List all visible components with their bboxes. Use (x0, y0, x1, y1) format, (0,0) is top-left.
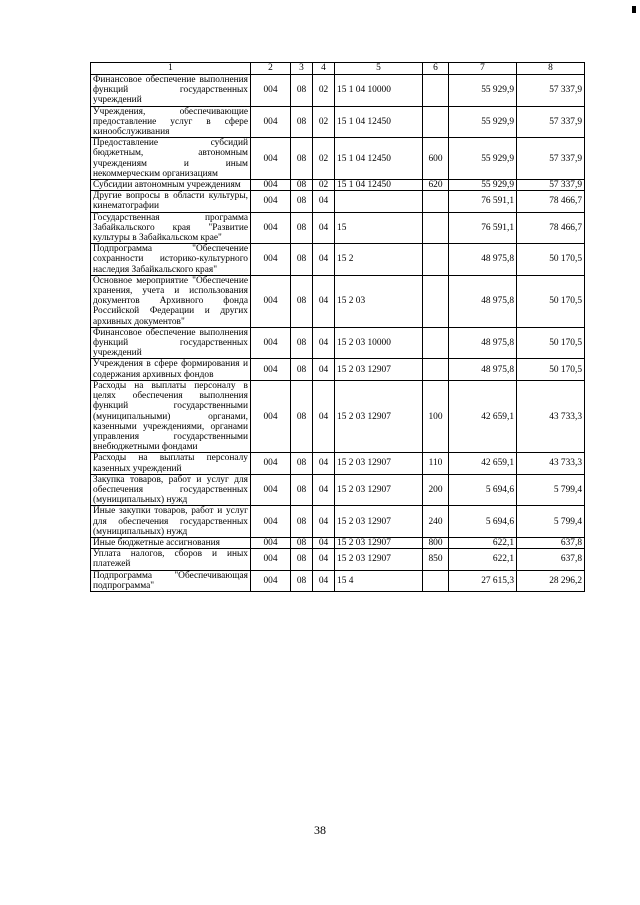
amount-year-1: 42 659,1 (449, 380, 517, 452)
target-article-code: 15 2 03 12907 (335, 359, 423, 380)
subsection-code: 02 (313, 138, 335, 180)
expense-type-code (423, 570, 449, 591)
amount-year-1: 48 975,8 (449, 359, 517, 380)
expense-type-code: 100 (423, 380, 449, 452)
subsection-code: 02 (313, 106, 335, 138)
header-row (91, 63, 585, 75)
amount-year-2: 57 337,9 (517, 75, 585, 107)
table-row (91, 327, 585, 359)
amount-year-2: 57 337,9 (517, 138, 585, 180)
expense-type-code: 110 (423, 453, 449, 474)
target-article-code: 15 1 04 12450 (335, 180, 423, 191)
subsection-code: 02 (313, 75, 335, 107)
target-article-code: 15 1 04 12450 (335, 106, 423, 138)
subsection-code: 04 (313, 191, 335, 212)
ministry-code: 004 (251, 138, 291, 180)
ministry-code: 004 (251, 106, 291, 138)
ministry-code: 004 (251, 212, 291, 244)
expense-type-code: 240 (423, 506, 449, 538)
item-name: Уплата налогов, сборов и иных платежей (91, 549, 251, 570)
budget-table (90, 62, 585, 592)
section-code: 08 (291, 453, 313, 474)
amount-year-2: 78 466,7 (517, 212, 585, 244)
table-row (91, 106, 585, 138)
item-name: Субсидии автономным учреждениям (91, 180, 251, 191)
page-number: 38 (314, 823, 326, 837)
expense-type-code (423, 359, 449, 380)
table-row (91, 474, 585, 506)
section-code: 08 (291, 106, 313, 138)
amount-year-2: 43 733,3 (517, 380, 585, 452)
ministry-code: 004 (251, 506, 291, 538)
table-row (91, 180, 585, 191)
subsection-code: 04 (313, 537, 335, 548)
target-article-code: 15 2 (335, 244, 423, 276)
ministry-code: 004 (251, 75, 291, 107)
item-name: Государственная программа Забайкальского края "Развитие культуры в Забайкальском крае" (91, 212, 251, 244)
amount-year-1: 27 615,3 (449, 570, 517, 591)
item-name: Учреждения в сфере формирования и содержания архивных фондов (91, 359, 251, 380)
expense-type-code (423, 191, 449, 212)
section-code: 08 (291, 212, 313, 244)
section-code: 08 (291, 570, 313, 591)
item-name: Иные бюджетные ассигнования (91, 537, 251, 548)
amount-year-2: 28 296,2 (517, 570, 585, 591)
ministry-code: 004 (251, 244, 291, 276)
column-header: 1 (91, 63, 251, 75)
section-code: 08 (291, 138, 313, 180)
amount-year-1: 48 975,8 (449, 275, 517, 327)
expense-type-code: 800 (423, 537, 449, 548)
ministry-code: 004 (251, 359, 291, 380)
amount-year-2: 5 799,4 (517, 474, 585, 506)
column-header: 8 (517, 63, 585, 75)
target-article-code: 15 2 03 10000 (335, 327, 423, 359)
section-code: 08 (291, 275, 313, 327)
table-row (91, 537, 585, 548)
amount-year-1: 622,1 (449, 549, 517, 570)
item-name: Иные закупки товаров, работ и услуг для обеспечения государственных (муниципальных) нужд (91, 506, 251, 538)
expense-type-code (423, 327, 449, 359)
amount-year-1: 55 929,9 (449, 75, 517, 107)
expense-type-code (423, 244, 449, 276)
section-code: 08 (291, 75, 313, 107)
ministry-code: 004 (251, 549, 291, 570)
table-row (91, 244, 585, 276)
amount-year-1: 76 591,1 (449, 191, 517, 212)
target-article-code (335, 191, 423, 212)
expense-type-code (423, 106, 449, 138)
item-name: Финансовое обеспечение выполнения функций государственных учреждений (91, 327, 251, 359)
amount-year-1: 55 929,9 (449, 138, 517, 180)
item-name: Расходы на выплаты персоналу казенных учреждений (91, 453, 251, 474)
target-article-code: 15 2 03 12907 (335, 506, 423, 538)
subsection-code: 04 (313, 380, 335, 452)
target-article-code: 15 2 03 12907 (335, 453, 423, 474)
amount-year-2: 50 170,5 (517, 244, 585, 276)
subsection-code: 04 (313, 359, 335, 380)
item-name: Финансовое обеспечение выполнения функций государственных учреждений (91, 75, 251, 107)
item-name: Учреждения, обеспечивающие предоставление услуг в сфере кинообслуживания (91, 106, 251, 138)
ministry-code: 004 (251, 327, 291, 359)
amount-year-2: 50 170,5 (517, 359, 585, 380)
ministry-code: 004 (251, 275, 291, 327)
corner-mark (632, 6, 636, 13)
table-row (91, 380, 585, 452)
amount-year-1: 76 591,1 (449, 212, 517, 244)
expense-type-code: 850 (423, 549, 449, 570)
target-article-code: 15 2 03 12907 (335, 380, 423, 452)
subsection-code: 04 (313, 453, 335, 474)
target-article-code: 15 2 03 (335, 275, 423, 327)
amount-year-1: 48 975,8 (449, 244, 517, 276)
table-row (91, 191, 585, 212)
item-name: Другие вопросы в области культуры, кинематографии (91, 191, 251, 212)
target-article-code: 15 2 03 12907 (335, 549, 423, 570)
amount-year-1: 55 929,9 (449, 106, 517, 138)
section-code: 08 (291, 244, 313, 276)
section-code: 08 (291, 180, 313, 191)
ministry-code: 004 (251, 180, 291, 191)
table-row (91, 549, 585, 570)
subsection-code: 04 (313, 244, 335, 276)
table-row (91, 138, 585, 180)
amount-year-1: 5 694,6 (449, 474, 517, 506)
column-header: 3 (291, 63, 313, 75)
table-row (91, 75, 585, 107)
amount-year-1: 42 659,1 (449, 453, 517, 474)
section-code: 08 (291, 380, 313, 452)
section-code: 08 (291, 359, 313, 380)
ministry-code: 004 (251, 474, 291, 506)
section-code: 08 (291, 549, 313, 570)
ministry-code: 004 (251, 380, 291, 452)
expense-type-code: 200 (423, 474, 449, 506)
amount-year-2: 5 799,4 (517, 506, 585, 538)
column-header: 4 (313, 63, 335, 75)
expense-type-code (423, 212, 449, 244)
amount-year-1: 48 975,8 (449, 327, 517, 359)
subsection-code: 04 (313, 474, 335, 506)
subsection-code: 04 (313, 327, 335, 359)
item-name: Расходы на выплаты персоналу в целях обеспечения выполнения функций государственными (муниципальными) органами, казенными учреждениями, органами управления государственными внебюджетными фондами (91, 380, 251, 452)
column-header: 2 (251, 63, 291, 75)
table-row (91, 506, 585, 538)
expense-type-code (423, 75, 449, 107)
amount-year-2: 57 337,9 (517, 106, 585, 138)
target-article-code: 15 1 04 10000 (335, 75, 423, 107)
expense-type-code: 620 (423, 180, 449, 191)
target-article-code: 15 4 (335, 570, 423, 591)
section-code: 08 (291, 191, 313, 212)
table-row (91, 359, 585, 380)
target-article-code: 15 2 03 12907 (335, 474, 423, 506)
ministry-code: 004 (251, 537, 291, 548)
section-code: 08 (291, 474, 313, 506)
column-header: 7 (449, 63, 517, 75)
subsection-code: 04 (313, 570, 335, 591)
amount-year-2: 57 337,9 (517, 180, 585, 191)
amount-year-2: 78 466,7 (517, 191, 585, 212)
item-name: Основное мероприятие "Обеспечение хранения, учета и использования документов Архивного фонда Российской Федерации и других архивных документов" (91, 275, 251, 327)
subsection-code: 04 (313, 549, 335, 570)
target-article-code: 15 1 04 12450 (335, 138, 423, 180)
subsection-code: 04 (313, 212, 335, 244)
item-name: Закупка товаров, работ и услуг для обеспечения государственных (муниципальных) нужд (91, 474, 251, 506)
target-article-code: 15 (335, 212, 423, 244)
subsection-code: 04 (313, 506, 335, 538)
table-row (91, 453, 585, 474)
amount-year-2: 637,8 (517, 549, 585, 570)
table-row (91, 570, 585, 591)
column-header: 5 (335, 63, 423, 75)
ministry-code: 004 (251, 570, 291, 591)
target-article-code: 15 2 03 12907 (335, 537, 423, 548)
amount-year-1: 55 929,9 (449, 180, 517, 191)
subsection-code: 04 (313, 275, 335, 327)
amount-year-1: 5 694,6 (449, 506, 517, 538)
subsection-code: 02 (313, 180, 335, 191)
table-row (91, 275, 585, 327)
item-name: Предоставление субсидий бюджетным, автономным учреждениям и иным некоммерческим организациям (91, 138, 251, 180)
amount-year-2: 50 170,5 (517, 327, 585, 359)
amount-year-2: 637,8 (517, 537, 585, 548)
amount-year-2: 50 170,5 (517, 275, 585, 327)
amount-year-1: 622,1 (449, 537, 517, 548)
section-code: 08 (291, 506, 313, 538)
expense-type-code: 600 (423, 138, 449, 180)
ministry-code: 004 (251, 453, 291, 474)
table-row (91, 212, 585, 244)
item-name: Подпрограмма "Обеспечение сохранности историко-культурного наследия Забайкальского края" (91, 244, 251, 276)
ministry-code: 004 (251, 191, 291, 212)
expense-type-code (423, 275, 449, 327)
section-code: 08 (291, 327, 313, 359)
item-name: Подпрограмма "Обеспечивающая подпрограмма" (91, 570, 251, 591)
section-code: 08 (291, 537, 313, 548)
column-header: 6 (423, 63, 449, 75)
amount-year-2: 43 733,3 (517, 453, 585, 474)
